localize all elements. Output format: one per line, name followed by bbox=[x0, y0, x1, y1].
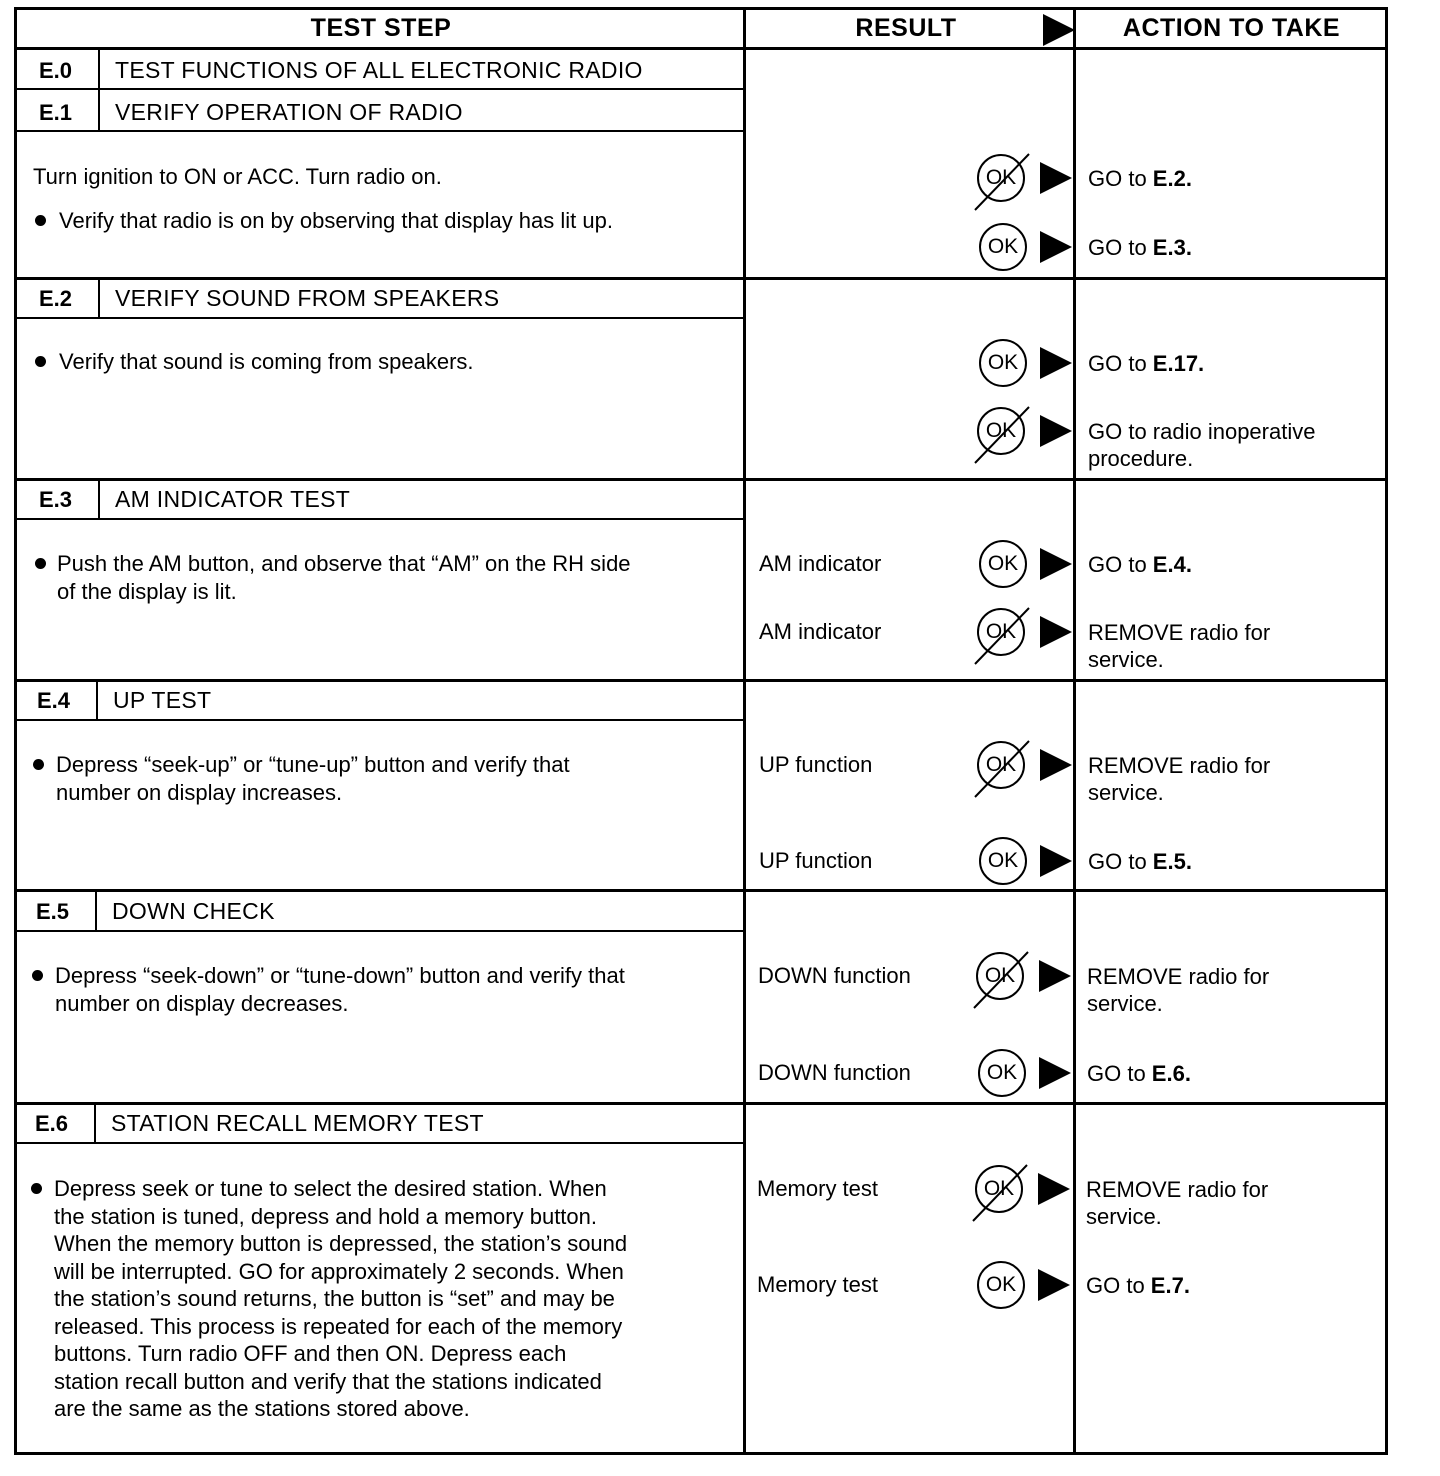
bullet-icon bbox=[31, 1183, 42, 1194]
step-code-e3: E.3 bbox=[39, 487, 73, 512]
bullet-line: station recall button and verify that the stations indicated bbox=[54, 1368, 602, 1394]
bullet-line: number on display increases. bbox=[56, 779, 343, 805]
action-ref: E.6. bbox=[1151, 1061, 1191, 1086]
step-title-e4: UP TEST bbox=[113, 687, 212, 713]
step-bullet-e3 bbox=[57, 550, 631, 605]
column-divider-action bbox=[1073, 10, 1076, 1452]
action-line: service. bbox=[1088, 647, 1164, 672]
arrow-icon bbox=[1040, 415, 1072, 447]
action-line: procedure. bbox=[1088, 446, 1194, 471]
ok-text: OK bbox=[985, 620, 1017, 643]
step-code-e1: E.1 bbox=[39, 100, 73, 125]
header-action: ACTION TO TAKE bbox=[1075, 10, 1388, 50]
not-ok-icon bbox=[977, 407, 1025, 455]
step-code-e0: E.0 bbox=[39, 58, 73, 83]
ok-text: OK bbox=[983, 1177, 1015, 1200]
action-prefix: GO to bbox=[1088, 235, 1153, 260]
section-divider bbox=[17, 1102, 1388, 1105]
result-label: UP function bbox=[759, 848, 873, 873]
ok-icon bbox=[977, 1261, 1025, 1309]
code-divider bbox=[98, 479, 100, 519]
ok-text: OK bbox=[987, 552, 1019, 575]
step-text-e1: Turn ignition to ON or ACC. Turn radio on. bbox=[33, 164, 442, 189]
column-divider-result bbox=[743, 10, 746, 1452]
divider bbox=[17, 1142, 743, 1144]
arrow-icon bbox=[1040, 749, 1072, 781]
ok-text: OK bbox=[984, 964, 1016, 987]
ok-icon bbox=[979, 339, 1027, 387]
bullet-icon bbox=[33, 759, 44, 770]
not-ok-icon bbox=[977, 608, 1025, 656]
step-title-e0: TEST FUNCTIONS OF ALL ELECTRONIC RADIO bbox=[115, 57, 643, 83]
bullet-line: Depress seek or tune to select the desired station. When bbox=[54, 1176, 607, 1201]
step-bullet-e1: Verify that radio is on by observing that display has lit up. bbox=[59, 208, 613, 233]
arrow-icon bbox=[1040, 347, 1072, 379]
ok-icon bbox=[979, 837, 1027, 885]
step-title-e5: DOWN CHECK bbox=[112, 898, 275, 924]
code-divider bbox=[98, 50, 100, 132]
bullet-line: Depress “seek-down” or “tune-down” button and verify that bbox=[55, 963, 625, 988]
action-ref: E.3. bbox=[1152, 235, 1192, 260]
bullet-line: of the display is lit. bbox=[57, 578, 237, 604]
ok-text: OK bbox=[987, 849, 1019, 872]
ok-text: OK bbox=[985, 419, 1017, 442]
action-line: REMOVE radio for bbox=[1088, 620, 1271, 645]
bullet-line: Depress “seek-up” or “tune-up” button and verify that bbox=[56, 752, 570, 777]
ok-text: OK bbox=[985, 1273, 1017, 1296]
arrow-icon bbox=[1038, 1173, 1070, 1205]
header-test-step: TEST STEP bbox=[17, 10, 745, 50]
arrow-icon bbox=[1040, 845, 1072, 877]
action-prefix: GO to bbox=[1088, 849, 1153, 874]
step-title-e6: STATION RECALL MEMORY TEST bbox=[111, 1110, 484, 1136]
action-prefix: GO to bbox=[1087, 1061, 1152, 1086]
ok-icon bbox=[979, 540, 1027, 588]
diagnostic-table bbox=[14, 7, 1388, 1455]
action-line: service. bbox=[1087, 991, 1163, 1016]
bullet-line: will be interrupted. GO for approximately 2 seconds. When bbox=[54, 1258, 624, 1284]
result-label: Memory test bbox=[757, 1272, 879, 1297]
action-e1-notok bbox=[1088, 165, 1192, 192]
arrow-icon bbox=[1038, 1269, 1070, 1301]
header-arrow-icon bbox=[1043, 14, 1075, 46]
action-e5-notok bbox=[1087, 963, 1269, 1017]
section-divider bbox=[17, 478, 1388, 481]
action-line: REMOVE radio for bbox=[1086, 1177, 1269, 1202]
action-e4-ok bbox=[1088, 848, 1192, 875]
ok-text: OK bbox=[986, 1061, 1018, 1084]
arrow-icon bbox=[1040, 616, 1072, 648]
ok-text: OK bbox=[987, 235, 1019, 258]
action-line: GO to radio inoperative bbox=[1088, 419, 1316, 444]
action-e3-ok bbox=[1088, 551, 1192, 578]
arrow-icon bbox=[1039, 960, 1071, 992]
bullet-line: are the same as the stations stored above. bbox=[54, 1396, 470, 1421]
result-label: AM indicator bbox=[759, 551, 882, 576]
divider bbox=[17, 130, 743, 132]
action-e1-ok bbox=[1088, 234, 1192, 261]
ok-text: OK bbox=[985, 753, 1017, 776]
action-ref: E.7. bbox=[1150, 1273, 1190, 1298]
result-label: UP function bbox=[759, 752, 873, 777]
not-ok-icon bbox=[977, 741, 1025, 789]
ok-text: OK bbox=[985, 166, 1017, 189]
section-divider bbox=[17, 277, 1388, 280]
action-ref: E.2. bbox=[1152, 166, 1192, 191]
action-line: REMOVE radio for bbox=[1088, 753, 1271, 778]
bullet-line: the station’s sound returns, the button is “set” and may be bbox=[54, 1286, 615, 1311]
not-ok-icon bbox=[977, 154, 1025, 202]
step-code-e4: E.4 bbox=[37, 688, 71, 713]
bullet-icon bbox=[35, 558, 46, 569]
section-divider bbox=[17, 679, 1388, 682]
result-label: Memory test bbox=[757, 1176, 879, 1201]
bullet-icon bbox=[35, 215, 46, 226]
divider bbox=[17, 719, 743, 721]
step-title-e1: VERIFY OPERATION OF RADIO bbox=[115, 99, 463, 125]
action-prefix: GO to bbox=[1088, 166, 1153, 191]
step-bullet-e4 bbox=[56, 751, 570, 806]
arrow-icon bbox=[1040, 162, 1072, 194]
bullet-line: Push the AM button, and observe that “AM” on the RH side bbox=[57, 551, 631, 576]
action-line: service. bbox=[1088, 780, 1164, 805]
step-bullet-e5 bbox=[55, 962, 625, 1017]
arrow-icon bbox=[1040, 231, 1072, 263]
ok-icon bbox=[979, 223, 1027, 271]
arrow-icon bbox=[1040, 548, 1072, 580]
action-e2-ok bbox=[1088, 350, 1204, 377]
divider bbox=[17, 518, 743, 520]
divider bbox=[17, 88, 743, 90]
code-divider bbox=[94, 1103, 96, 1143]
action-e6-ok bbox=[1086, 1272, 1190, 1299]
step-code-e6: E.6 bbox=[35, 1111, 69, 1136]
step-code-e5: E.5 bbox=[36, 899, 70, 924]
bullet-line: When the memory button is depressed, the station’s sound bbox=[54, 1231, 628, 1256]
code-divider bbox=[98, 278, 100, 318]
bullet-icon bbox=[35, 356, 46, 367]
action-ref: E.17. bbox=[1152, 351, 1205, 376]
bullet-line: number on display decreases. bbox=[55, 990, 349, 1016]
header-result bbox=[745, 10, 1075, 50]
section-divider bbox=[17, 889, 1388, 892]
divider bbox=[17, 930, 743, 932]
action-ref: E.5. bbox=[1152, 849, 1192, 874]
action-e6-notok bbox=[1086, 1176, 1268, 1230]
result-label: DOWN function bbox=[758, 1060, 911, 1085]
header-result-label: RESULT bbox=[855, 14, 957, 42]
action-e5-ok bbox=[1087, 1060, 1191, 1087]
step-bullet-e6 bbox=[54, 1175, 627, 1423]
step-title-e2: VERIFY SOUND FROM SPEAKERS bbox=[115, 285, 500, 311]
divider bbox=[17, 317, 743, 319]
step-title-e3: AM INDICATOR TEST bbox=[115, 486, 351, 512]
action-prefix: GO to bbox=[1088, 351, 1153, 376]
action-e2-notok bbox=[1088, 418, 1315, 472]
bullet-line: released. This process is repeated for each of the memory bbox=[54, 1313, 623, 1339]
code-divider bbox=[95, 891, 97, 931]
action-prefix: GO to bbox=[1086, 1273, 1151, 1298]
action-e4-notok bbox=[1088, 752, 1270, 806]
result-label: DOWN function bbox=[758, 963, 911, 988]
result-label: AM indicator bbox=[759, 619, 882, 644]
not-ok-icon bbox=[975, 1165, 1023, 1213]
action-prefix: GO to bbox=[1088, 552, 1153, 577]
action-ref: E.4. bbox=[1152, 552, 1192, 577]
action-line: service. bbox=[1086, 1204, 1162, 1229]
bullet-line: buttons. Turn radio OFF and then ON. Depress each bbox=[54, 1341, 567, 1366]
ok-text: OK bbox=[987, 351, 1019, 374]
arrow-icon bbox=[1039, 1057, 1071, 1089]
code-divider bbox=[96, 680, 98, 720]
bullet-line: the station is tuned, depress and hold a memory button. bbox=[54, 1203, 597, 1229]
step-bullet-e2: Verify that sound is coming from speakers. bbox=[59, 349, 474, 374]
bullet-icon bbox=[32, 970, 43, 981]
action-e3-notok bbox=[1088, 619, 1270, 673]
action-line: REMOVE radio for bbox=[1087, 964, 1270, 989]
step-code-e2: E.2 bbox=[39, 286, 73, 311]
ok-icon bbox=[978, 1049, 1026, 1097]
not-ok-icon bbox=[976, 952, 1024, 1000]
